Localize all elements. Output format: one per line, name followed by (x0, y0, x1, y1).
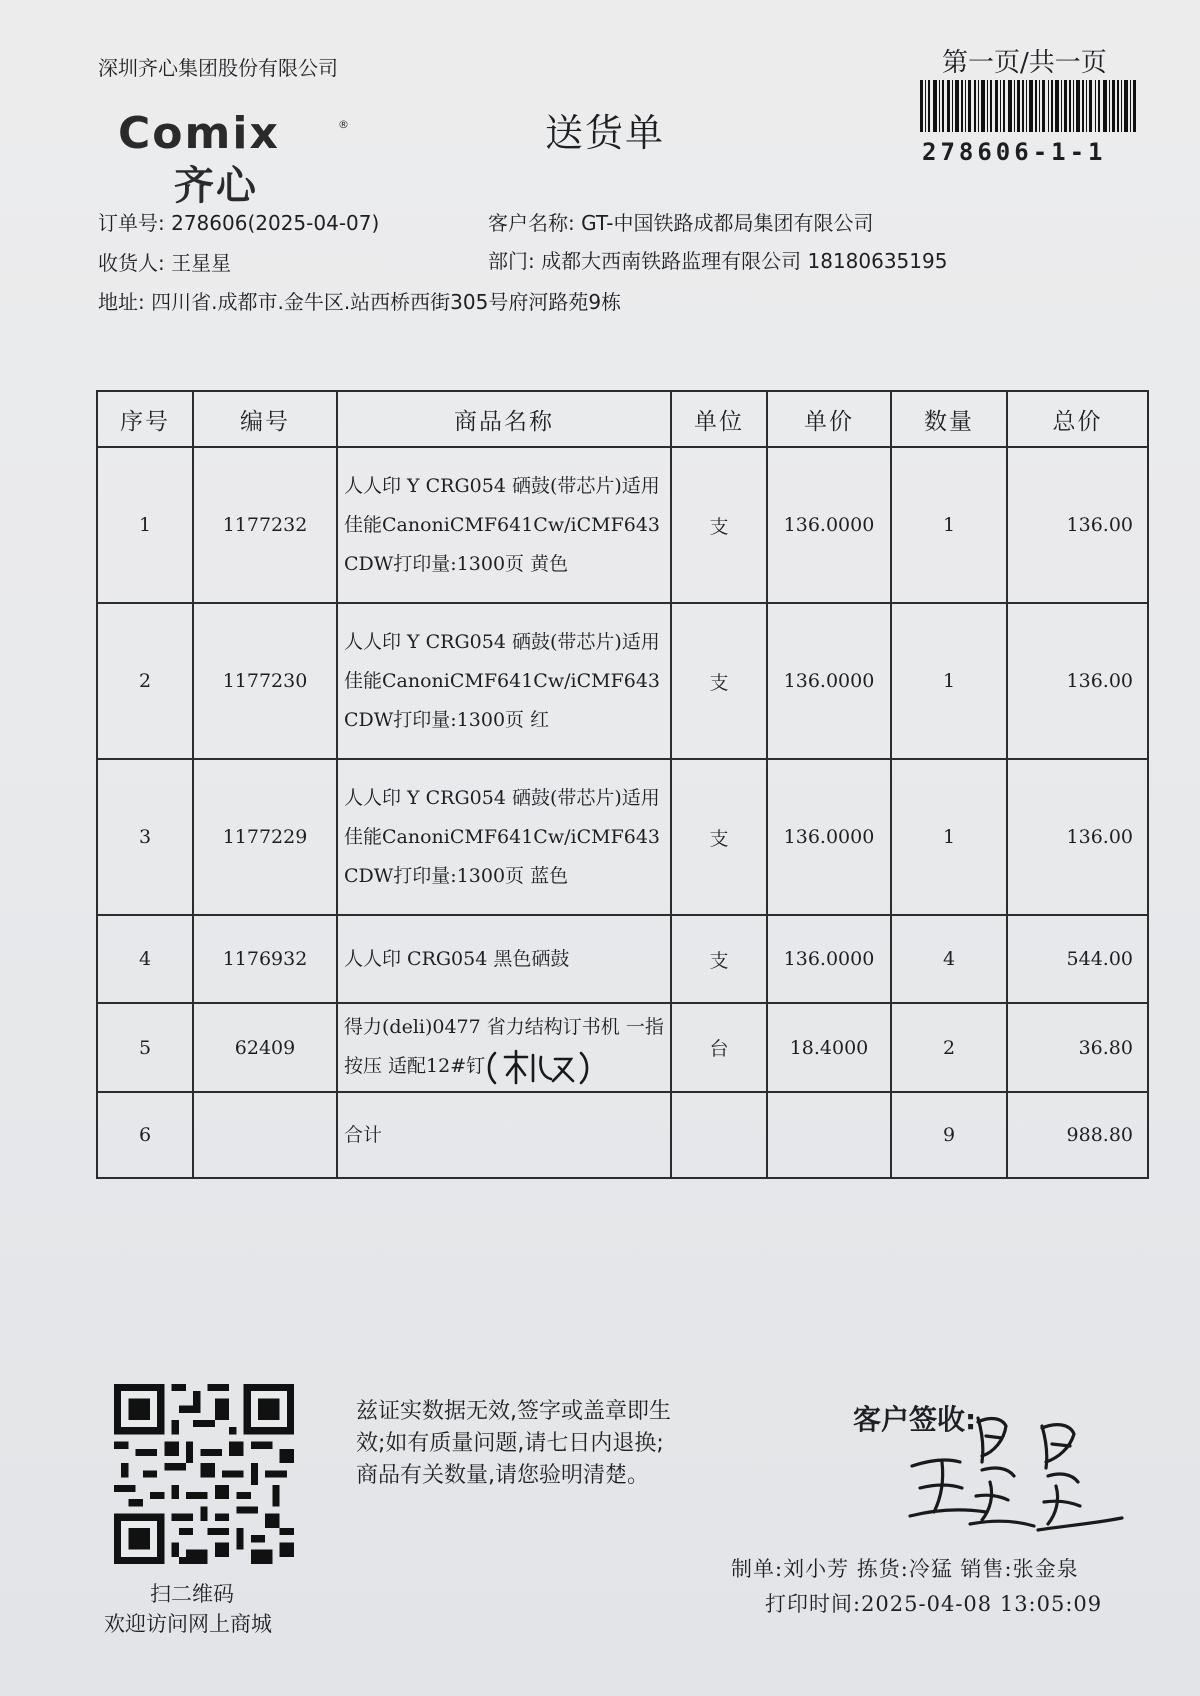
header-seq: 序号 (97, 391, 193, 447)
header-qty: 数量 (891, 391, 1007, 447)
row-code: 1176932 (193, 915, 337, 1003)
table-row (97, 603, 1148, 759)
row-name: 人人印 Y CRG054 硒鼓(带芯片)适用佳能CanoniCMF641Cw/iCMF643CDW打印量:1300页 红 (337, 603, 671, 759)
row-price: 136.0000 (767, 759, 891, 915)
row-total: 988.80 (1007, 1092, 1148, 1178)
row-name-cell (337, 1003, 671, 1092)
row-total: 136.00 (1007, 759, 1148, 915)
department (488, 245, 947, 274)
qr-code-icon (114, 1384, 294, 1564)
qr-caption-welcome: 欢迎访问网上商城 (104, 1612, 272, 1636)
row-unit: 支 (671, 759, 767, 915)
header-unit: 单位 (671, 391, 767, 447)
row-code (193, 1092, 337, 1178)
table-row (97, 1003, 1148, 1092)
qr-caption-scan: 扫二维码 (150, 1582, 234, 1606)
row-name: 得力(deli)0477 省力结构订书机 一指按压 适配12#钉 (344, 1016, 664, 1077)
notice-line: 商品有关数量,请您验明清楚。 (356, 1463, 649, 1488)
address (98, 286, 621, 315)
row-code: 1177232 (193, 447, 337, 603)
handwritten-note (485, 1047, 591, 1087)
address-label: 地址: (98, 290, 145, 314)
customer-value: GT-中国铁路成都局集团有限公司 (581, 211, 874, 235)
row-price: 18.4000 (767, 1003, 891, 1092)
row-unit: 支 (671, 447, 767, 603)
row-code: 1177230 (193, 603, 337, 759)
header-name: 商品名称 (337, 391, 671, 447)
row-qty: 1 (891, 447, 1007, 603)
customer-signature (890, 1396, 1130, 1546)
table-row (97, 447, 1148, 603)
row-qty: 4 (891, 915, 1007, 1003)
row-unit: 台 (671, 1003, 767, 1092)
row-total: 36.80 (1007, 1003, 1148, 1092)
customer-name (488, 207, 874, 236)
header-code: 编号 (193, 391, 337, 447)
page-info: 第一页/共一页 (942, 48, 1107, 78)
row-name: 人人印 Y CRG054 硒鼓(带芯片)适用佳能CanoniCMF641Cw/iCMF643CDW打印量:1300页 黄色 (337, 447, 671, 603)
print-time: 打印时间:2025-04-08 13:05:09 (765, 1592, 1103, 1616)
company-name: 深圳齐心集团股份有限公司 (98, 56, 338, 80)
row-unit: 支 (671, 603, 767, 759)
receiver-label: 收货人: (98, 251, 165, 275)
customer-sign-label: 客户签收: (853, 1403, 977, 1436)
row-price: 136.0000 (767, 915, 891, 1003)
comix-logo (118, 108, 354, 209)
row-qty: 9 (891, 1092, 1007, 1178)
row-name: 人人印 CRG054 黑色硒鼓 (337, 915, 671, 1003)
row-qty: 1 (891, 603, 1007, 759)
receiver (98, 247, 231, 276)
row-code: 62409 (193, 1003, 337, 1092)
row-seq: 6 (97, 1092, 193, 1178)
notice-text (356, 1396, 671, 1492)
row-seq: 5 (97, 1003, 193, 1092)
row-seq: 4 (97, 915, 193, 1003)
row-total: 136.00 (1007, 603, 1148, 759)
row-total: 136.00 (1007, 447, 1148, 603)
goods-table (96, 390, 1149, 1179)
document-title: 送货单 (545, 111, 666, 155)
row-unit: 支 (671, 915, 767, 1003)
header-price: 单价 (767, 391, 891, 447)
customer-label: 客户名称: (488, 211, 575, 235)
dept-label: 部门: (488, 249, 535, 273)
barcode-icon (920, 80, 1136, 132)
row-unit (671, 1092, 767, 1178)
order-value: 278606(2025-04-07) (171, 211, 380, 235)
handwritten-note-scribble (485, 1047, 591, 1087)
logo-text-en: Comix (118, 108, 280, 159)
row-qty: 1 (891, 759, 1007, 915)
row-name: 人人印 Y CRG054 硒鼓(带芯片)适用佳能CanoniCMF641Cw/iCMF643CDW打印量:1300页 蓝色 (337, 759, 671, 915)
table-row (97, 915, 1148, 1003)
receiver-value: 王星星 (171, 251, 232, 275)
row-price: 136.0000 (767, 603, 891, 759)
notice-line: 兹证实数据无效,签字或盖章即生 (356, 1399, 671, 1424)
signature-text: 王星星 (890, 1396, 893, 1397)
barcode-number: 278606-1-1 (922, 138, 1107, 166)
logo-text-cn: 齐心 (174, 163, 258, 209)
table-row (97, 759, 1148, 915)
dept-value: 成都大西南铁路监理有限公司 18180635195 (541, 249, 948, 273)
row-seq: 3 (97, 759, 193, 915)
row-seq: 1 (97, 447, 193, 603)
row-total: 544.00 (1007, 915, 1148, 1003)
row-code: 1177229 (193, 759, 337, 915)
table-row-total (97, 1092, 1148, 1178)
notice-line: 效;如有质量问题,请七日内退换; (356, 1431, 664, 1456)
address-value: 四川省.成都市.金牛区.站西桥西街305号府河路苑9栋 (151, 290, 622, 314)
row-qty: 2 (891, 1003, 1007, 1092)
header-total: 总价 (1007, 391, 1148, 447)
row-name: 合计 (337, 1092, 671, 1178)
order-number (98, 207, 379, 236)
order-label: 订单号: (98, 211, 165, 235)
registered-mark: ® (338, 118, 349, 131)
table-header-row (97, 391, 1148, 447)
staff-info: 制单:刘小芳 拣货:冷猛 销售:张金泉 (731, 1557, 1079, 1581)
row-seq: 2 (97, 603, 193, 759)
row-price: 136.0000 (767, 447, 891, 603)
row-price (767, 1092, 891, 1178)
